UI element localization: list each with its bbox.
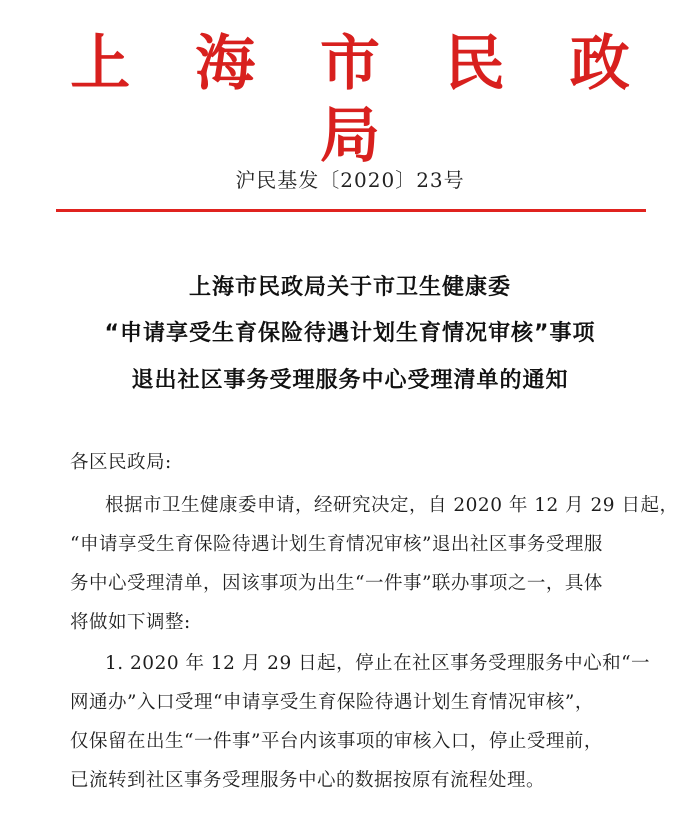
salutation: 各区民政局:	[70, 452, 172, 473]
body-line: “申请享受生育保险待遇计划生育情况审核”退出社区事务受理服	[70, 534, 603, 555]
body-line: 已流转到社区事务受理服务中心的数据按原有流程处理。	[70, 770, 546, 791]
agency-masthead: 上 海 市 民 政 局	[70, 29, 652, 171]
body-line: 1. 2020 年 12 月 29 日起，停止在社区事务受理服务中心和“一	[105, 653, 651, 674]
red-divider-line	[56, 209, 646, 212]
title-line-3: 退出社区事务受理服务中心受理清单的通知	[131, 368, 569, 393]
body-line: 网通办”入口受理“申请享受生育保险待遇计划生育情况审核”，	[70, 692, 594, 713]
document-number: 沪民基发〔2020〕23号	[235, 168, 465, 192]
title-line-1: 上海市民政局关于市卫生健康委	[188, 275, 511, 300]
body-line: 根据市卫生健康委申请，经研究决定，自 2020 年 12 月 29 日起，	[105, 495, 679, 516]
title-line-2: “申请享受生育保险待遇计划生育情况审核”事项	[104, 321, 596, 346]
body-line: 将做如下调整:	[70, 612, 191, 633]
body-line: 仅保留在出生“一件事”平台内该事项的审核入口，停止受理前，	[70, 731, 603, 752]
body-line: 务中心受理清单，因该事项为出生“一件事”联办事项之一，具体	[70, 573, 603, 594]
